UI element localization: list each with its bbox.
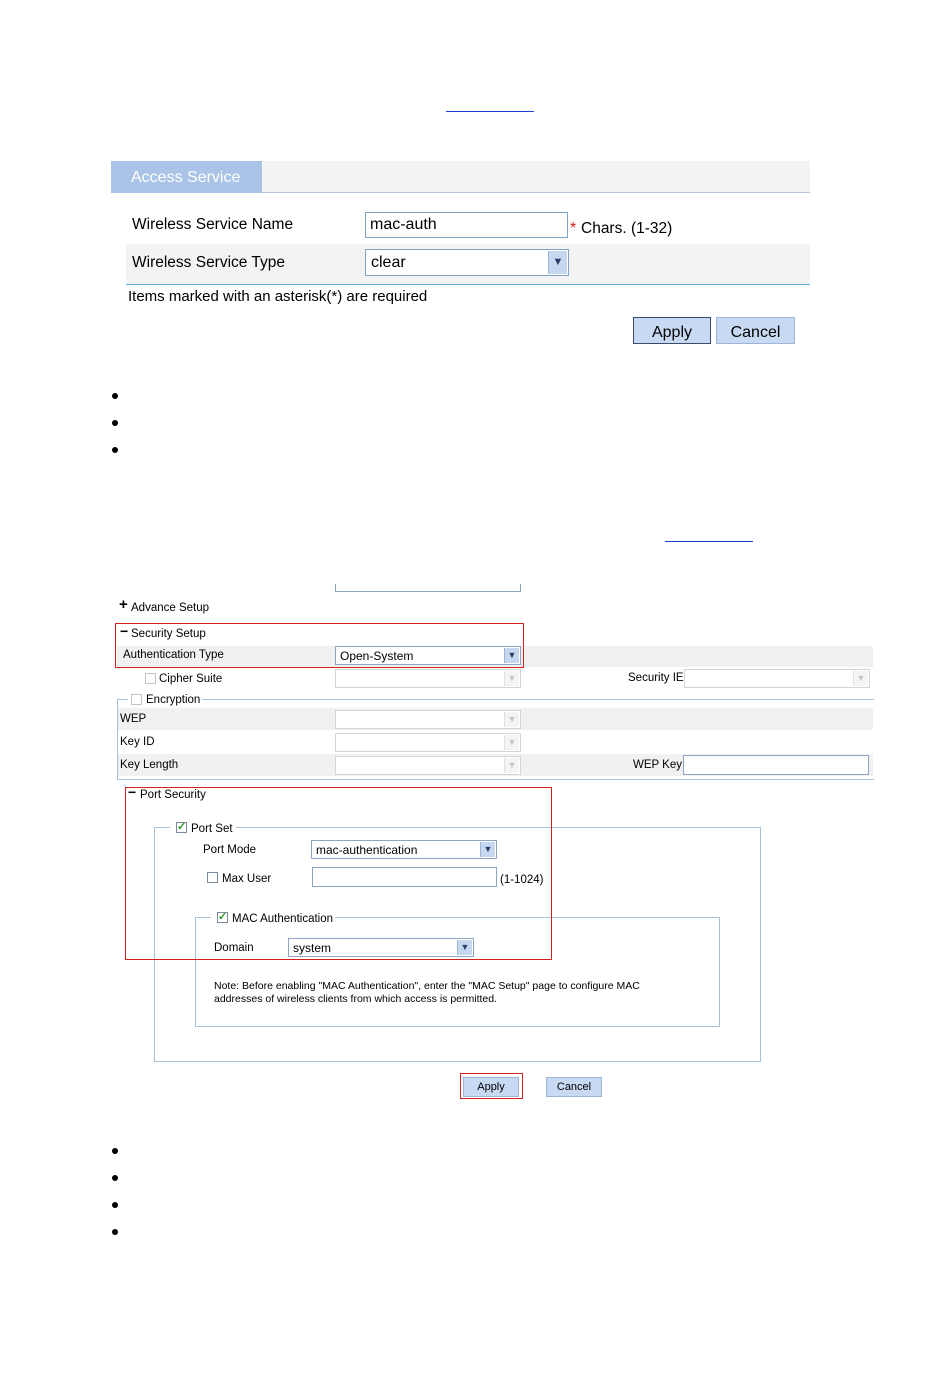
collapse-icon[interactable]: − <box>120 623 129 639</box>
port-security-label[interactable]: Port Security <box>140 789 206 801</box>
chevron-down-icon: ▼ <box>504 735 519 750</box>
encryption-bottom <box>117 779 874 780</box>
expand-icon[interactable]: + <box>119 596 128 613</box>
cipher-suite-select[interactable] <box>335 669 521 688</box>
security-ie-select[interactable] <box>684 669 870 688</box>
wep-key-label: WEP Key <box>633 759 682 771</box>
chevron-down-icon: ▼ <box>504 758 519 773</box>
mac-setup-note-line1: Note: Before enabling "MAC Authentication", enter the "MAC Setup" page to configure MAC <box>214 980 640 992</box>
document-link[interactable] <box>446 111 534 112</box>
list-bullet <box>112 1229 118 1235</box>
domain-label: Domain <box>214 942 254 954</box>
chevron-down-icon[interactable]: ▼ <box>504 648 519 663</box>
chevron-down-icon: ▼ <box>853 671 868 686</box>
list-bullet <box>112 1148 118 1154</box>
service-type-select[interactable] <box>365 249 569 276</box>
chevron-down-icon: ▼ <box>504 712 519 727</box>
advance-setup-label[interactable]: Advance Setup <box>131 602 210 614</box>
apply-button[interactable]: Apply <box>463 1077 519 1097</box>
cancel-button[interactable]: Cancel <box>546 1077 602 1097</box>
service-name-label: Wireless Service Name <box>132 216 294 233</box>
list-bullet <box>112 393 118 399</box>
auth-type-value: Open-System <box>340 649 414 663</box>
service-name-input[interactable]: mac-auth <box>365 212 568 238</box>
security-setup-label[interactable]: Security Setup <box>131 628 206 640</box>
highlight-port-security <box>125 784 552 960</box>
encryption-checkbox[interactable] <box>131 694 142 705</box>
domain-value: system <box>293 941 332 955</box>
mac-setup-note-line2: addresses of wireless clients from which access is permitted. <box>214 993 498 1005</box>
cipher-suite-label: Cipher Suite <box>159 673 223 685</box>
port-set-checkbox[interactable]: ✓ <box>177 821 187 833</box>
apply-button[interactable]: Apply <box>633 317 711 344</box>
tab-access-service[interactable]: Access Service <box>111 161 262 193</box>
cipher-suite-checkbox[interactable] <box>145 673 156 684</box>
chars-hint: Chars. (1-32) <box>581 220 673 237</box>
service-type-value: clear <box>371 254 406 271</box>
key-id-select[interactable] <box>335 733 521 752</box>
max-user-label: Max User <box>222 873 272 885</box>
list-bullet <box>112 447 118 453</box>
list-bullet <box>112 420 118 426</box>
highlight-security-setup <box>115 623 524 668</box>
auth-type-label: Authentication Type <box>123 649 224 661</box>
highlight-apply <box>460 1073 523 1099</box>
port-mode-label: Port Mode <box>203 844 257 856</box>
mac-auth-label: MAC Authentication <box>232 913 334 925</box>
list-bullet <box>112 1175 118 1181</box>
chevron-down-icon[interactable]: ▼ <box>548 251 567 274</box>
security-ie-label: Security IE <box>628 672 684 684</box>
service-type-label: Wireless Service Type <box>132 254 286 271</box>
wep-key-input[interactable] <box>683 755 869 775</box>
encryption-divider <box>117 699 874 700</box>
max-user-range: (1-1024) <box>500 874 544 886</box>
port-set-label: Port Set <box>191 823 233 835</box>
list-bullet <box>112 1202 118 1208</box>
chevron-down-icon[interactable]: ▼ <box>457 940 472 955</box>
encryption-label: Encryption <box>146 694 201 706</box>
mac-auth-checkbox[interactable]: ✓ <box>218 911 228 923</box>
clipped-select <box>335 584 521 592</box>
key-length-select[interactable] <box>335 756 521 775</box>
chevron-down-icon: ▼ <box>504 671 519 686</box>
wep-select[interactable] <box>335 710 521 729</box>
port-mode-value: mac-authentication <box>316 843 418 857</box>
wep-label: WEP <box>120 713 147 725</box>
key-id-label: Key ID <box>120 736 155 748</box>
document-link[interactable] <box>665 541 753 542</box>
collapse-icon[interactable]: − <box>128 784 137 800</box>
required-note: Items marked with an asterisk(*) are required <box>128 288 428 305</box>
required-asterisk: * <box>570 220 577 237</box>
key-length-label: Key Length <box>120 759 179 771</box>
chevron-down-icon[interactable]: ▼ <box>480 842 495 857</box>
cancel-button[interactable]: Cancel <box>716 317 795 344</box>
tab-bar <box>111 161 810 193</box>
